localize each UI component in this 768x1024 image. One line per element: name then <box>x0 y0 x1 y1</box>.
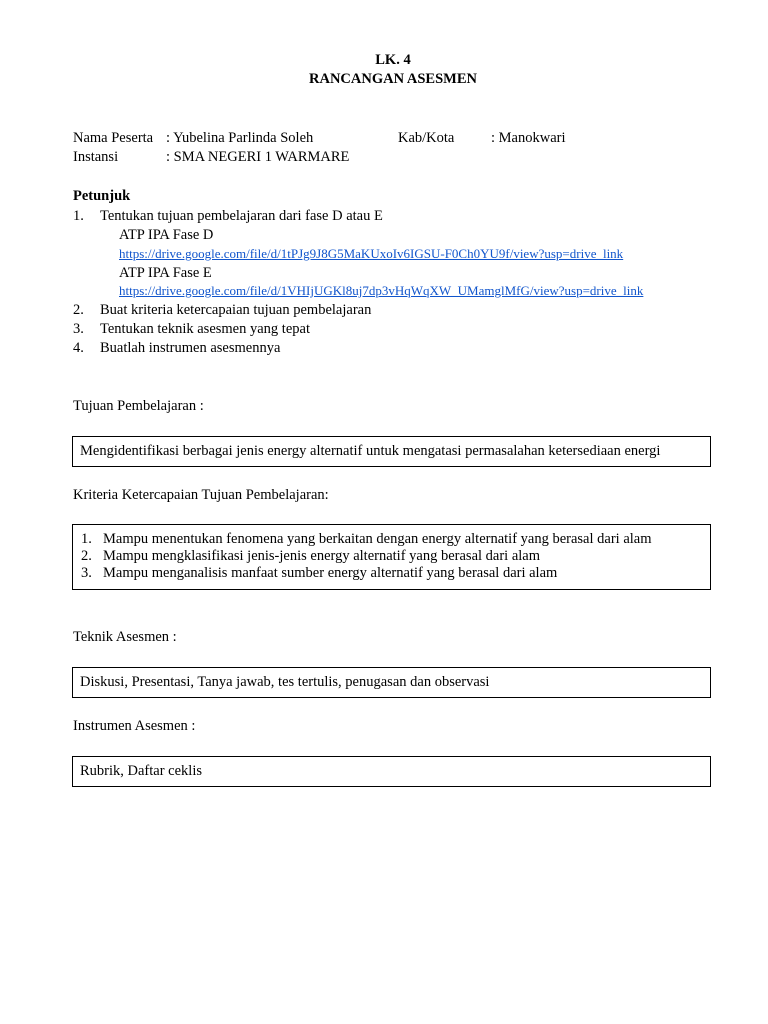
instrument-box <box>72 756 711 787</box>
instruction-text: Buatlah instrumen asesmennya <box>100 340 281 356</box>
objective-label: Tujuan Pembelajaran : <box>73 398 204 414</box>
instructions-heading: Petunjuk <box>73 188 131 204</box>
instrument-label: Instrumen Asesmen : <box>73 718 196 734</box>
list-item: 3. Mampu menganalisis manfaat sumber energy alternatif yang berasal dari alam <box>81 565 558 581</box>
technique-label: Teknik Asesmen : <box>73 629 177 645</box>
institution-label: Instansi <box>73 149 119 165</box>
instruction-text: Buat kriteria ketercapaian tujuan pembelajaran <box>100 302 372 318</box>
instruction-number: 3. <box>73 321 84 337</box>
city-value: : Manokwari <box>491 130 566 146</box>
criteria-list <box>77 531 703 582</box>
instruction-text: Tentukan teknik asesmen yang tepat <box>100 321 310 337</box>
instruction-number: 2. <box>73 302 84 318</box>
list-item: 2. Mampu mengklasifikasi jenis-jenis energy alternatif yang berasal dari alam <box>81 548 541 564</box>
objective-text: Mengidentifikasi berbagai jenis energy alternatif untuk mengatasi permasalahan ketersediaan energi <box>80 443 661 459</box>
name-label: Nama Peserta <box>73 130 154 146</box>
technique-box <box>72 667 711 698</box>
technique-text: Diskusi, Presentasi, Tanya jawab, tes tertulis, penugasan dan observasi <box>80 674 490 690</box>
name-value: : Yubelina Parlinda Soleh <box>166 130 314 146</box>
criteria-label: Kriteria Ketercapaian Tujuan Pembelajaran: <box>73 487 329 503</box>
instruction-number: 4. <box>73 340 84 356</box>
atp-e-link[interactable]: https://drive.google.com/file/d/1VHIjUGKl8uj7dp3vHqWqXW_UMamglMfG/view?usp=drive_link <box>119 283 644 298</box>
city-label: Kab/Kota <box>398 130 455 146</box>
instruction-text: Tentukan tujuan pembelajaran dari fase D atau E <box>100 208 383 224</box>
instruction-number: 1. <box>73 208 84 224</box>
objective-box <box>72 436 711 467</box>
document-code: LK. 4 <box>375 52 411 68</box>
criteria-box <box>72 524 711 590</box>
atp-d-link[interactable]: https://drive.google.com/file/d/1tPJg9J8G5MaKUxoIv6IGSU-F0Ch0YU9f/view?usp=drive_link <box>119 246 624 261</box>
document-title: RANCANGAN ASESMEN <box>309 71 477 87</box>
instrument-text: Rubrik, Daftar ceklis <box>80 763 203 779</box>
institution-value: : SMA NEGERI 1 WARMARE <box>166 149 350 165</box>
atp-d-label: ATP IPA Fase D <box>119 227 214 243</box>
list-item: 1. Mampu menentukan fenomena yang berkaitan dengan energy alternatif yang berasal dari alam <box>81 531 652 547</box>
atp-e-label: ATP IPA Fase E <box>119 265 212 281</box>
